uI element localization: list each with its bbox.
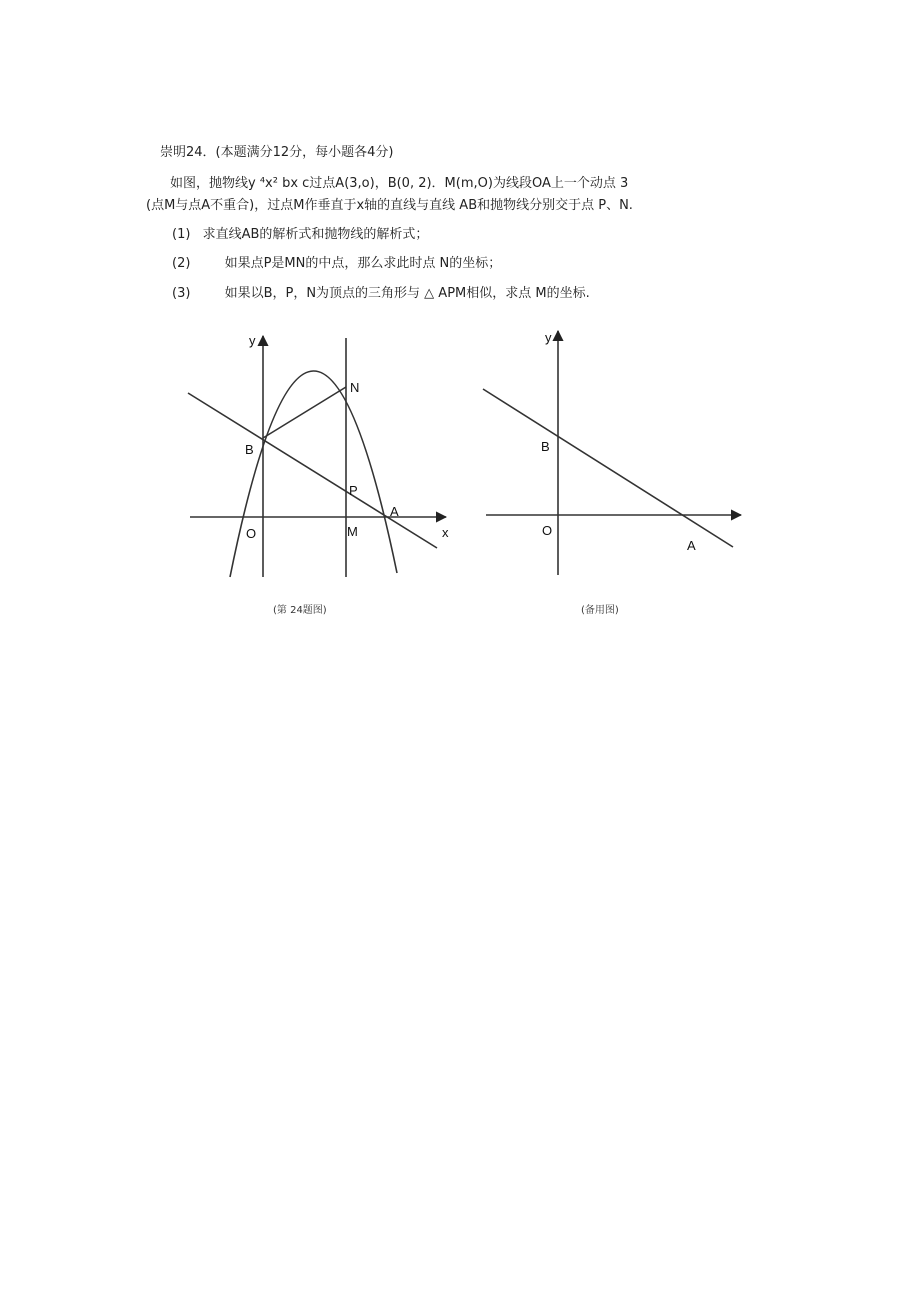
fig1-label-y: y — [249, 333, 256, 348]
figure-1-labels — [245, 333, 449, 541]
question-3-text: 如果以B，P，N为顶点的三角形与 △ APM相似，求点 M的坐标. — [224, 286, 590, 301]
fig1-label-b: B — [245, 442, 254, 457]
question-3 — [172, 285, 590, 303]
figure-1 — [188, 336, 446, 577]
fig1-label-m: M — [347, 524, 358, 539]
question-2-number: (2) — [172, 256, 191, 271]
figure-2-caption: (备用图) — [581, 605, 619, 616]
fig2-line-ab — [483, 389, 733, 547]
question-1-number: (1) — [172, 227, 191, 242]
fig2-label-o: O — [542, 523, 553, 538]
fig1-parabola — [230, 371, 397, 577]
figure-2-labels — [541, 330, 696, 553]
question-1 — [172, 226, 428, 244]
question-1-text: 求直线AB的解析式和抛物线的解析式； — [202, 227, 429, 242]
fig1-line-ab — [188, 393, 437, 548]
question-2 — [172, 255, 501, 273]
fig1-label-o: O — [246, 526, 257, 541]
figure-2 — [483, 331, 741, 575]
question-2-text: 如果点P是MN的中点，那么求此时点 N的坐标； — [224, 256, 502, 271]
fig1-label-p: P — [349, 483, 358, 498]
figures — [0, 320, 920, 590]
fig1-label-a: A — [390, 504, 399, 519]
fig2-label-b: B — [541, 439, 550, 454]
problem-intro-line-2: (点M与点A不重合)，过点M作垂直于x轴的直线与直线 AB和抛物线分别交于点 P、N. — [146, 198, 633, 213]
fig2-label-y: y — [545, 330, 552, 345]
fig1-label-x: x — [442, 525, 449, 540]
problem-intro-line-1: 如图，抛物线y ⁴x² bx c过点A(3,o)，B(0, 2)．M(m,O)为线段OA上一个动点 3 — [170, 176, 629, 191]
figure-1-caption: (第 24题图) — [273, 605, 327, 616]
problem-title: 崇明24．(本题满分12分，每小题各4分) — [160, 145, 394, 160]
fig2-label-a: A — [687, 538, 696, 553]
fig1-label-n: N — [350, 380, 360, 395]
question-3-number: (3) — [172, 286, 191, 301]
